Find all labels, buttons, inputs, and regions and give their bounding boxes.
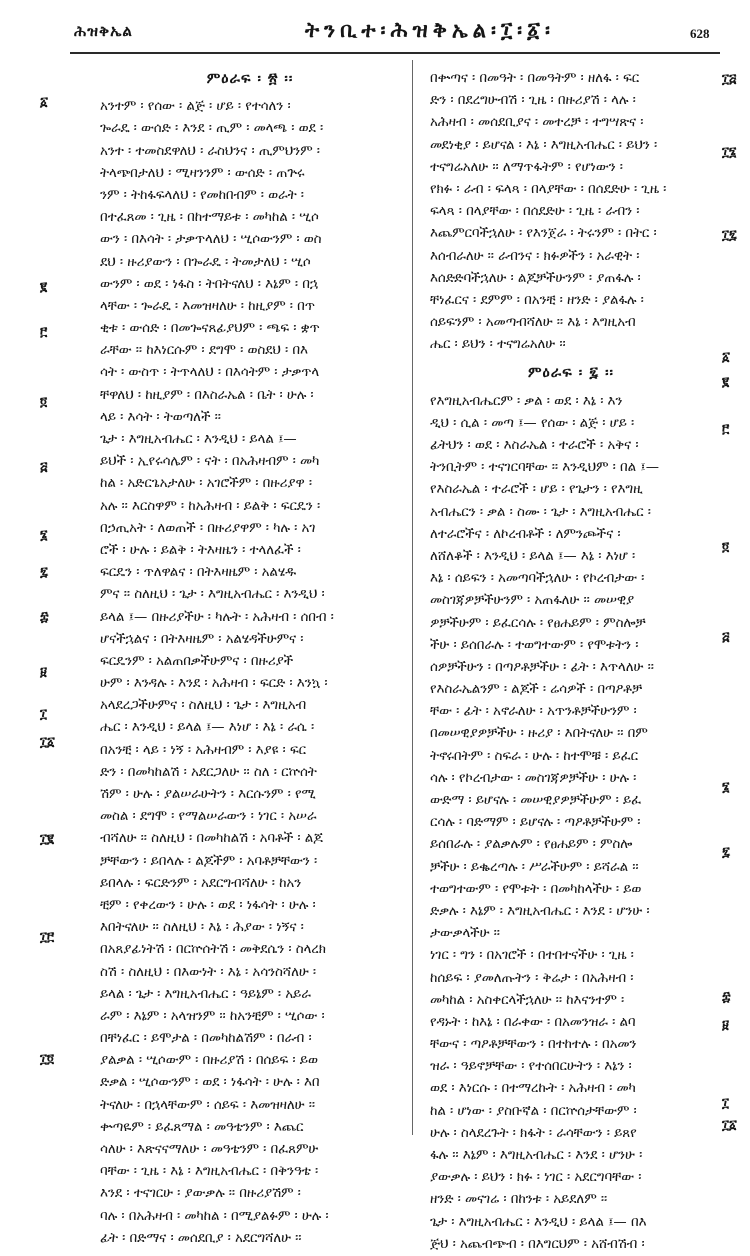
- text-line: ደህ ፡ ዙሪያውን ፡ በጐራዴ ፡ ትመታለህ ፡ ሢሶ: [100, 254, 311, 270]
- text-line: ፍላጻ ፡ በላያቸው ፡ በሰደድሁ ፡ ጊዜ ፡ ራብን ፡: [430, 204, 640, 220]
- text-line: እበትናለሁ ፡፡ ስለዚህ ፡ እኔ ፡ ሕያው ፡ ነኝና ፡: [100, 920, 304, 936]
- text-line: ቸዋለህ ፡ ከዚያም ፡ በእስራኤል ፡ ቤት ፡ ሁሉ ፡: [100, 387, 314, 403]
- text-line: ይሰበራሉ ፡ ያልቃሉም ፡ የፀሐይም ፡ ምስሎ: [430, 837, 633, 853]
- text-line: ችሁ ፡ ይሰበራሉ ፡ ተወግተውም ፡ የሞቱትን ፡: [430, 637, 639, 653]
- text-line: ይህች ፡ ኢየሩሳሌም ፡ ናት ፡ በአሕዛብም ፡ መካ: [100, 454, 320, 470]
- text-line: ርሳሉ ፡ ባድማም ፡ ይሆናሉ ፡ ጣዖቶቻችሁም ፡: [430, 815, 641, 831]
- verse-number: ፮: [40, 528, 48, 543]
- book-title: ትንቢተ፡ሕዝቅኤል፡፲፡፩፡: [305, 18, 555, 42]
- text-line: ፊትህን ፡ ወደ ፡ እስራኤል ፡ ተራሮች ፡ አቅና ፡: [430, 438, 639, 454]
- text-line: እሰብራለሁ ፡፡ ራብንና ፡ ክፉዎችን ፡ አራዊት ፡: [430, 248, 640, 264]
- text-line: ቻችሁ ፡ ይቈረጣሉ ፡ ሥራችሁም ፡ ይሻራል ፡፡: [430, 859, 639, 875]
- running-head-label: ሕዝቅኤል: [74, 22, 133, 40]
- text-line: ውን ፡ በእሳት ፡ ታቃጥላለህ ፡ ሢሶውንም ፡ ወስ: [100, 232, 322, 248]
- text-line: መካከል ፡ አስቀርላችኋለሁ ፡፡ ከእናንተም ፡: [430, 992, 625, 1008]
- text-line: ትኖሩበትም ፡ ስፍራ ፡ ሁሉ ፡ ከተሞቹ ፡ ይፈር: [430, 748, 638, 764]
- text-line: መስገጃዎቻችሁንም ፡ አጠፋለሁ ፡፡ መሠዊያ: [430, 593, 634, 609]
- page-header: [0, 18, 750, 52]
- text-line: ጌታ ፡ እግዚአብሔር ፡ እንዲህ ፡ ይላል ፤— በእ: [430, 1214, 647, 1230]
- text-line: ከል ፡ አድርጌአታለሁ ፡ አገሮችም ፡ በዙሪያዋ ፡: [100, 476, 312, 492]
- text-line: የክፉ ፡ ራብ ፡ ፍላጻ ፡ በላያቸው ፡ በሰደድሁ ፡ ጊዜ ፡: [430, 181, 667, 197]
- text-line: በመሠዊያዎቻችሁ ፡ ዙሪያ ፡ እበትናለሁ ፡፡ በም: [430, 726, 648, 742]
- verse-number: ፲፪: [40, 832, 55, 847]
- text-line: ሰዎቻችሁን ፡ በጣዖቶቻችሁ ፡ ፊት ፡ እጥላለሁ ፡፡: [430, 659, 654, 675]
- text-line: አብሔርን ፡ ቃል ፡ ስሙ ፡ ጌታ ፡ እግዚአብሔር ፡: [430, 504, 651, 520]
- text-line: ሮች ፡ ሁሉ ፡ ይልቅ ፡ ትእዛዜን ፡ ተላለፈች ፡: [100, 542, 301, 558]
- text-line: ፍርዴንም ፡ አልጠበቃችሁምና ፡ በዙሪያች: [100, 653, 294, 669]
- verse-number: ፲፩: [40, 735, 55, 750]
- verse-number: ፲፭: [722, 72, 737, 87]
- text-line: በአንቺ ፡ ላይ ፡ ነኝ ፡ አሕዛብም ፡ እያዩ ፡ ፍር: [100, 742, 306, 758]
- text-line: እንደ ፡ ተናገርሁ ፡ ያውቃሉ ፡፡ በዙሪያሽም ፡: [100, 1186, 301, 1202]
- text-line: ቂቱ ፡ ውሰድ ፡ በመጐናጸፊያህም ፡ ጫፍ ፡ ቋጥ: [100, 321, 320, 337]
- text-line: ነገር ፡ ግን ፡ በአገሮች ፡ በተበተናችሁ ፡ ጊዜ ፡: [430, 948, 634, 964]
- text-line: ሳሉ ፡ የኮረብታው ፡ መስገጃዎቻችሁ ፡ ሁሉ ፡: [430, 770, 637, 786]
- header-rule: [70, 52, 720, 54]
- verse-number: ፭: [722, 630, 730, 645]
- text-line: ንም ፡ ትከፋፍላለህ ፡ የመከበብም ፡ ወራት ፡: [100, 187, 304, 203]
- text-line: ብሻለሁ ፡፡ ስለዚህ ፡ በመካከልሽ ፡ አባቶች ፡ ልጆ: [100, 831, 323, 847]
- text-line: ትንቢትም ፡ ተናገርባቸው ፡፡ እንዲህም ፡ በል ፤—: [430, 460, 660, 476]
- text-line: ባቸው ፡ ጊዜ ፡ እኔ ፡ እግዚአብሔር ፡ በቅንዓቴ ፡: [100, 1164, 319, 1180]
- text-line: ጌታ ፡ እግዚአብሔር ፡ እንዲህ ፡ ይላል ፤—: [100, 432, 297, 448]
- text-line: ሁሉ ፡ ስላደረጉት ፡ ክፋት ፡ ራሳቸውን ፡ ይጸየ: [430, 1125, 637, 1141]
- text-line: ውንም ፡ ወደ ፡ ነፋስ ፡ ትበትናለህ ፡ እኔም ፡ በኋ: [100, 276, 319, 292]
- text-line: ለሸለቆች ፡ እንዲህ ፡ ይላል ፤— እኔ ፡ እነሆ ፡: [430, 548, 636, 564]
- verse-number: ፰: [40, 610, 49, 625]
- verse-number: ፪: [40, 280, 48, 295]
- left-column: [100, 68, 400, 1250]
- text-line: ራም ፡ እኔም ፡ አላዝንም ፡፡ ከአንቺም ፡ ሢሶው ፡: [100, 1008, 325, 1024]
- text-line: ላይ ፡ እሳት ፡ ትወጣለች ፡፡: [100, 409, 221, 425]
- verse-number: ፬: [722, 540, 730, 555]
- text-line: ጅህ ፡ አጨብጭብ ፡ በእግርህም ፡ አሸብሽብ ፡: [430, 1236, 645, 1252]
- text-line: አንተም ፡ የሰው ፡ ልጅ ፡ ሆይ ፡ የተሳለን ፡: [100, 99, 291, 115]
- text-line: ያልቃል ፡ ሢሶውም ፡ በዙሪያሽ ፡ በሰይፍ ፡ ይወ: [100, 1053, 318, 1069]
- text-line: የእስራኤልንም ፡ ልጆች ፡ ሬሳዎች ፡ በጣዖቶቻ: [430, 682, 642, 698]
- verse-number: ፯: [40, 565, 48, 580]
- text-line: እኔ ፡ ሰይፍን ፡ አመጣባችኋለሁ ፡ የኮረብታው ፡: [430, 571, 645, 587]
- text-line: እጨምርባችኋለሁ ፡ የእንጀራ ፡ ትሩንም ፡ በትር ፡: [430, 226, 657, 242]
- text-line: ድቃሉ ፡ እኔም ፡ እግዚአብሔር ፡ እንደ ፡ ሆንሁ ፡: [430, 903, 650, 919]
- text-line: ዘንድ ፡ መናገሬ ፡ በከንቱ ፡ አይደለም ፡፡: [430, 1192, 608, 1208]
- verse-number: ፲: [40, 707, 47, 722]
- text-line: ድን ፡ በደረግሁብሽ ፡ ጊዜ ፡ በዙሪያሽ ፡ ላሉ ፡: [430, 93, 636, 109]
- text-line: ሰይፍንም ፡ አመጣብሻለሁ ፡፡ እኔ ፡ እግዚአብ: [430, 315, 636, 331]
- verse-number: ፰: [722, 990, 731, 1005]
- text-line: ሔር ፡ እንዲህ ፡ ይላል ፤— እነሆ ፡ እኔ ፡ ራሴ ፡: [100, 720, 315, 736]
- text-line: አሉ ፡፡ እርስዋም ፡ ከአሕዛብ ፡ ይልቅ ፡ ፍርዴን ፡: [100, 498, 321, 514]
- chapter-heading: ምዕራፍ ፡ ፯ ፡፡: [528, 365, 614, 382]
- text-line: ከሰይፍ ፡ ያመለጡትን ፡ ቅሬታ ፡ በአሕዛብ ፡: [430, 970, 634, 986]
- chapter-heading: ምዕራፍ ፡ ፳ ፡፡: [206, 71, 294, 87]
- text-line: ምና ፡፡ ስለዚህ ፡ ጌታ ፡ እግዚአብሔር ፡ እንዲህ ፡: [100, 587, 325, 603]
- column-divider: [412, 60, 413, 1135]
- text-line: ሁም ፡ እንዳሉ ፡ እንደ ፡ አሕዛብ ፡ ፍርድ ፡ እንኳ ፡: [100, 676, 328, 692]
- right-column: [430, 68, 712, 1256]
- verse-number: ፲፯: [722, 228, 737, 243]
- text-line: ሳለሁ ፡ እጽናናማለሁ ፡ መዓቴንም ፡ በፈጸምሁ: [100, 1142, 319, 1158]
- text-line: ራቸው ፡፡ ከእነርሱም ፡ ደግሞ ፡ ወስደህ ፡ በእ: [100, 343, 308, 359]
- text-line: ታውቃላችሁ ፡፡: [430, 926, 500, 942]
- text-line: ፋሉ ፡፡ እኔም ፡ እግዚአብሔር ፡ እንደ ፡ ሆንሁ ፡: [430, 1148, 643, 1164]
- text-line: ቸውና ፡ ጣዖቶቻቸውን ፡ በተከተሉ ፡ በአመን: [430, 1037, 637, 1053]
- text-line: አሕዛብ ፡ መሰደቢያና ፡ መተረቻ ፡ ተግሣጽና ፡: [430, 115, 644, 131]
- text-line: በአጸያፊነትሽ ፡ በርኵሰትሽ ፡ መቅደሴን ፡ ስላረክ: [100, 942, 326, 958]
- text-line: ትናለሁ ፡ በኋላቸውም ፡ ሰይፍ ፡ እመዝዛለሁ ፡፡: [100, 1097, 315, 1113]
- text-line: ሽም ፡ ሁሉ ፡ ያልሠራሁትን ፡ እርሱንም ፡ የሚ: [100, 787, 316, 803]
- text-line: በኃጢአት ፡ ለወጠች ፡ በዙሪያዋም ፡ ካሉ ፡ አገ: [100, 520, 316, 536]
- verse-number: ፮: [722, 780, 730, 795]
- text-line: አላደረጋችሁምና ፡ ስለዚህ ፡ ጌታ ፡ እግዚአብ: [100, 698, 307, 714]
- verse-number: ፬: [40, 395, 48, 410]
- text-line: ሆናችኋልና ፡ በትእዛዜም ፡ አልሄዳችሁምና ፡: [100, 631, 304, 647]
- text-line: ሔር ፡ ይህን ፡ ተናግሬአለሁ ፡፡: [430, 337, 566, 353]
- page-number: 628: [690, 26, 710, 41]
- text-line: ቺም ፡ የቀረውን ፡ ሁሉ ፡ ወደ ፡ ነፋሳት ፡ ሁሉ ፡: [100, 897, 316, 913]
- text-line: ቸው ፡ ፊት ፡ አኖራለሁ ፡ አጥንቶቻችሁንም ፡: [430, 704, 637, 720]
- text-line: ይበላሉ ፡ ፍርድንም ፡ አደርግብሻለሁ ፡ ከአን: [100, 875, 302, 891]
- verse-number: ፲፬: [40, 1052, 55, 1067]
- text-line: ተወግተውም ፡ የሞቱት ፡ በመካከላችሁ ፡ ይወ: [430, 881, 642, 897]
- verse-number: ፩: [722, 350, 731, 365]
- text-line: ድቃል ፡ ሢሶውንም ፡ ወደ ፡ ነፋሳት ፡ ሁሉ ፡ እበ: [100, 1075, 320, 1091]
- text-line: በቸነፈር ፡ ይሞታል ፡ በመካከልሽም ፡ በራብ ፡: [100, 1031, 312, 1047]
- text-line: ድን ፡ በመካከልሽ ፡ አደርጋለሁ ፡፡ ስለ ፡ ርኵሰት: [100, 764, 317, 780]
- verse-number: ፫: [722, 422, 730, 437]
- text-line: ስሽ ፡ ስለዚህ ፡ በእውነት ፡ እኔ ፡ አሳንስሻለሁ ፡: [100, 964, 317, 980]
- text-line: የዳኑት ፡ ከእኔ ፡ በራቀው ፡ በአመንዝራ ፡ ልባ: [430, 1014, 636, 1030]
- text-line: ፊት ፡ በድማና ፡ መሰደቢያ ፡ አደርግሻለሁ ፡፡: [100, 1230, 302, 1246]
- text-line: ሳት ፡ ውስጥ ፡ ትጥላለህ ፡ በእሳትም ፡ ታቃጥላ: [100, 365, 320, 381]
- text-line: ላቸው ፡ ጐራዴ ፡ እመዝዛለሁ ፡ ከዚያም ፡ በጥ: [100, 298, 315, 314]
- text-line: ለተራሮችና ፡ ለኮረብቶች ፡ ለምንጮችና ፡: [430, 526, 621, 542]
- text-line: ዎቻችሁም ፡ ይፈርሳሉ ፡ የፀሐይም ፡ ምስሎቻ: [430, 615, 646, 631]
- verse-number: ፲፩: [722, 1118, 737, 1133]
- verse-number: ፱: [40, 665, 47, 680]
- text-line: ጐራዴ ፡ ውሰድ ፡ እንደ ፡ ጢም ፡ መላጫ ፡ ወደ ፡: [100, 121, 324, 137]
- text-line: ተናግሬአለሁ ፡፡ ለማጥፋትም ፡ የሆነውን ፡: [430, 159, 623, 175]
- text-line: በቍጣና ፡ በመዓት ፡ በመዓትም ፡ ዘለፋ ፡ ፍር: [430, 71, 640, 86]
- verse-number: ፩: [40, 95, 49, 110]
- text-line: ፍርዴን ፡ ጥለዋልና ፡ በትእዛዜም ፡ አልሄዱ: [100, 565, 296, 581]
- text-line: መደነቂያ ፡ ይሆናል ፡ እኔ ፡ እግዚአብሔር ፡ ይህን ፡: [430, 137, 658, 153]
- text-line: ከል ፡ ሆነው ፡ ያስቡኛል ፡ በርኵሰታቸውም ፡: [430, 1103, 637, 1119]
- text-line: ዝራ ፡ ዓይኖቻቸው ፡ የተሰበርሁትን ፡ እኔን ፡: [430, 1059, 632, 1075]
- text-line: መስል ፡ ደግሞ ፡ የማልሠራውን ፡ ነገር ፡ አሠራ: [100, 809, 317, 825]
- text-line: ቍጣዬም ፡ ይፈጸማል ፡ መዓቴንም ፡ እጨር: [100, 1119, 304, 1135]
- verse-number: ፭: [40, 460, 48, 475]
- text-line: ውድማ ፡ ይሆናሉ ፡ መሠዊያዎቻችሁም ፡ ይፈ: [430, 793, 642, 809]
- text-line: በተፈጸመ ፡ ጊዜ ፡ በከተማይቱ ፡ መካከል ፡ ሢሶ: [100, 210, 319, 226]
- verse-number: ፯: [722, 845, 730, 860]
- text-line: ይላል ፡ ጌታ ፡ እግዚአብሔር ፡ ዓይኔም ፡ አይራ: [100, 986, 311, 1002]
- text-line: ቻቸውን ፡ ይበላሉ ፡ ልጆችም ፡ አባቶቻቸውን ፡: [100, 853, 318, 869]
- text-line: ይላል ፤— በዙሪያችሁ ፡ ካሉት ፡ አሕዛብ ፡ ሰበብ ፡: [100, 609, 334, 625]
- text-line: ወደ ፡ እነርሱ ፡ በተማረኩት ፡ አሕዛብ ፡ መካ: [430, 1081, 636, 1097]
- verse-number: ፲፫: [40, 930, 55, 945]
- verse-number: ፱: [722, 1018, 729, 1033]
- text-line: የእስራኤል ፡ ተራሮች ፡ ሆይ ፡ የጌታን ፡ የእግዚ: [430, 482, 643, 498]
- verse-number: ፲፮: [722, 145, 737, 160]
- text-line: የእግዚአብሔርም ፡ ቃል ፡ ወደ ፡ እኔ ፡ እን: [430, 393, 623, 409]
- verse-number: ፫: [40, 325, 48, 340]
- text-line: ባሉ ፡ በአሕዛብ ፡ መካከል ፡ በሚያልፉም ፡ ሁሉ ፡: [100, 1208, 329, 1224]
- text-line: ትላጭበታለህ ፡ ሚዛንንም ፡ ውሰድ ፡ ጠጕሩ: [100, 165, 305, 181]
- text-line: ቸነፈርና ፡ ደምም ፡ በአንቺ ፡ ዘንድ ፡ ያልፋሉ ፡: [430, 292, 644, 308]
- text-line: ያውቃሉ ፡ ይህን ፡ ክፉ ፡ ነገር ፡ አደርግባቸው ፡: [430, 1170, 642, 1186]
- verse-number: ፲: [722, 1096, 729, 1111]
- text-line: ዲህ ፡ ሲል ፡ መጣ ፤— የሰው ፡ ልጅ ፡ ሆይ ፡: [430, 415, 635, 431]
- text-line: እሰድድባችኋለሁ ፡ ልጆቻችሁንም ፡ ያጠፋሉ ፡: [430, 270, 641, 286]
- text-line: አንተ ፡ ተመስደዋለህ ፡ ራስህንና ፡ ጢምህንም ፡: [100, 143, 320, 159]
- verse-number: ፪: [722, 375, 730, 390]
